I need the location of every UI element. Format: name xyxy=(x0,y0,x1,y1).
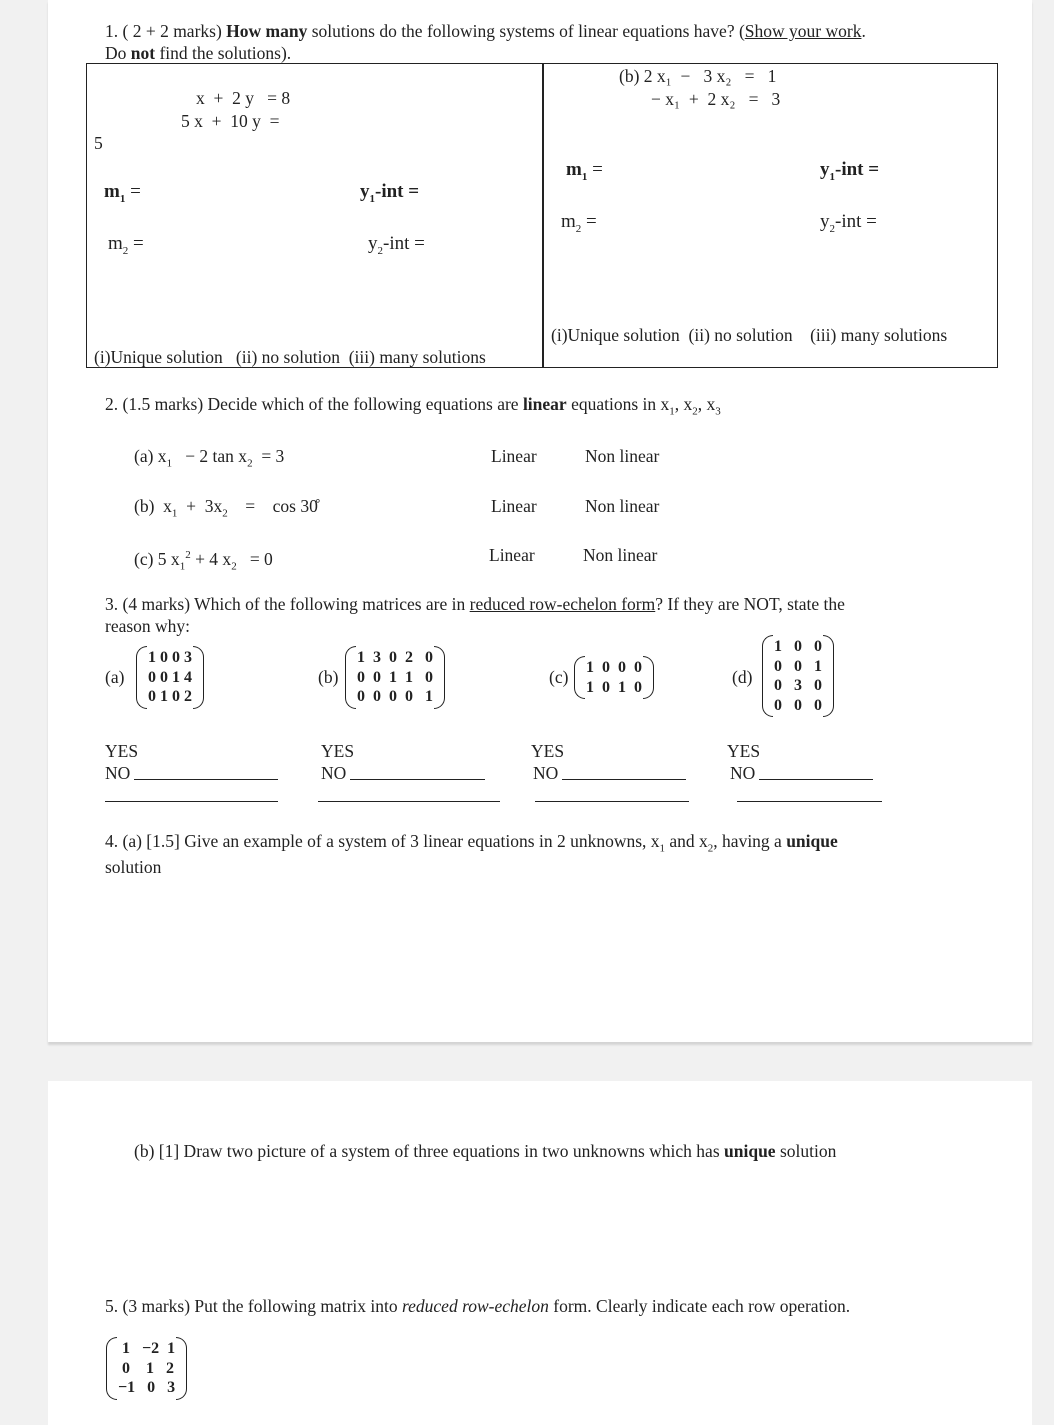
q3-a-reason-line[interactable] xyxy=(105,801,278,802)
q1-line-1 xyxy=(105,20,866,42)
q3-matrix-d-label: (d) xyxy=(732,667,753,687)
q3-b-yes[interactable]: YES xyxy=(321,741,355,761)
q3-c-reason-line[interactable] xyxy=(535,801,689,802)
q2-b-linear[interactable]: Linear xyxy=(491,496,537,516)
q3-d-no[interactable]: NO xyxy=(730,763,756,783)
q1a-m2: $m_2$ = xyxy=(108,233,144,257)
q1b-m1: $m_1$ = xyxy=(566,159,603,183)
q3-matrix-b: 1 3 0 2 0 0 0 1 1 0 0 0 0 0 1 xyxy=(357,648,433,707)
q1a-y1-int: $y_1$-int = xyxy=(360,181,420,205)
q3-c-yes[interactable]: YES xyxy=(531,741,565,761)
q3-matrix-a-label: (a) xyxy=(105,667,125,687)
q2-header: 2. (1.5 marks) Decide which of the following equations are linear equations in $x_1$, $x_2$, $x_3$ xyxy=(105,394,721,418)
q3-d-reason-line[interactable] xyxy=(737,801,882,802)
q1-box-a xyxy=(86,63,544,368)
q3-c-no-line[interactable] xyxy=(562,779,686,780)
q3-a-yes[interactable]: YES xyxy=(105,741,139,761)
q1-bold-lead: How many xyxy=(226,21,308,41)
q5-text: 5. (3 marks) Put the following matrix into reduced row-echelon form. Clearly indicate each row operation. xyxy=(105,1296,851,1316)
q3-b-no-line[interactable] xyxy=(350,779,485,780)
q2-item-c: (c) 5 $x_1^2 + 4$ $x_2 = 0$ xyxy=(134,548,273,573)
q3-b-reason-line[interactable] xyxy=(318,801,500,802)
q3-matrix-b-label: (b) xyxy=(318,667,339,687)
q1b-y2-int: $y_2$-int = xyxy=(820,211,877,235)
q3-a-no-line[interactable] xyxy=(134,779,278,780)
q1a-y2-int: $y_2$-int = xyxy=(368,233,425,257)
q1a-eq2: 5 x + 10 y = xyxy=(181,111,280,131)
q3-matrix-a: 1 0 0 3 0 0 1 4 0 1 0 2 xyxy=(148,648,192,707)
q1-line-2 xyxy=(105,42,291,64)
q1b-y1-int: $y_1$-int = xyxy=(820,159,880,183)
q3-b-no[interactable]: NO xyxy=(321,763,347,783)
page-1 xyxy=(48,0,1032,1042)
q1a-stray-digit: 5 xyxy=(94,133,103,153)
q3-d-yes[interactable]: YES xyxy=(727,741,761,761)
q4a-line-2: solution xyxy=(105,857,162,877)
q2-a-nonlinear[interactable]: Non linear xyxy=(585,446,660,466)
q4a-line-1: 4. (a) [1.5] Give an example of a system of 3 linear equations in 2 unknowns, $x_1$ and $x_2$, having a unique xyxy=(105,831,838,855)
q3-line-1: 3. (4 marks) Which of the following matrices are in reduced row-echelon form? If they are NOT, state the xyxy=(105,594,845,614)
q3-matrix-c-label: (c) xyxy=(549,667,569,687)
q3-c-no[interactable]: NO xyxy=(533,763,559,783)
q5-matrix: 1 −2 1 0 1 2 −1 0 3 xyxy=(118,1339,175,1398)
q1b-eq1: (b) 2 x₁ − 3 x₂ = 1 xyxy=(619,66,777,86)
q2-c-nonlinear[interactable]: Non linear xyxy=(583,545,658,565)
q3-line-2: reason why: xyxy=(105,616,191,636)
q1a-m1: $m_1$ = xyxy=(104,181,141,205)
q1-rest: solutions do the following systems of linear equations have? ( xyxy=(311,21,745,41)
q1-marks: ( 2 + 2 marks) xyxy=(122,21,222,41)
q2-b-nonlinear[interactable]: Non linear xyxy=(585,496,660,516)
q1b-eq2: − x₁ + 2 x₂ = 3 xyxy=(651,89,781,109)
q1b-options: (i)Unique solution (ii) no solution (iii) many solutions xyxy=(551,325,948,345)
q1-after-show: . xyxy=(861,21,866,41)
q1-show-work: Show your work xyxy=(744,21,862,41)
q2-item-a: (a) $x_1 - 2$ $\tan x_2 = 3$ xyxy=(134,446,285,470)
q3-matrix-d: 1 0 0 0 0 1 0 3 0 0 0 0 xyxy=(774,637,822,715)
q2-a-linear[interactable]: Linear xyxy=(491,446,537,466)
q1-line2-pre: Do xyxy=(105,43,127,63)
q2-c-linear[interactable]: Linear xyxy=(489,545,535,565)
q1a-options: (i)Unique solution (ii) no solution (iii) many solutions xyxy=(94,347,486,367)
q3-matrix-c: 1 0 0 0 1 0 1 0 xyxy=(586,658,642,697)
q2-item-b: (b) $x_1 + 3x_2$ = cos 30̊ xyxy=(134,496,318,520)
q3-d-no-line[interactable] xyxy=(759,779,873,780)
q1-line2-post: find the solutions). xyxy=(159,43,292,63)
q1a-eq1: x + 2 y = 8 xyxy=(196,88,291,108)
page-2 xyxy=(48,1081,1032,1425)
q1b-m2: $m_2$ = xyxy=(561,211,597,235)
q1-line2-bold: not xyxy=(130,43,156,63)
q4b-text: (b) [1] Draw two picture of a system of three equations in two unknowns which has unique solution xyxy=(134,1141,837,1161)
q1-number: 1. xyxy=(105,21,119,41)
q3-a-no[interactable]: NO xyxy=(105,763,131,783)
